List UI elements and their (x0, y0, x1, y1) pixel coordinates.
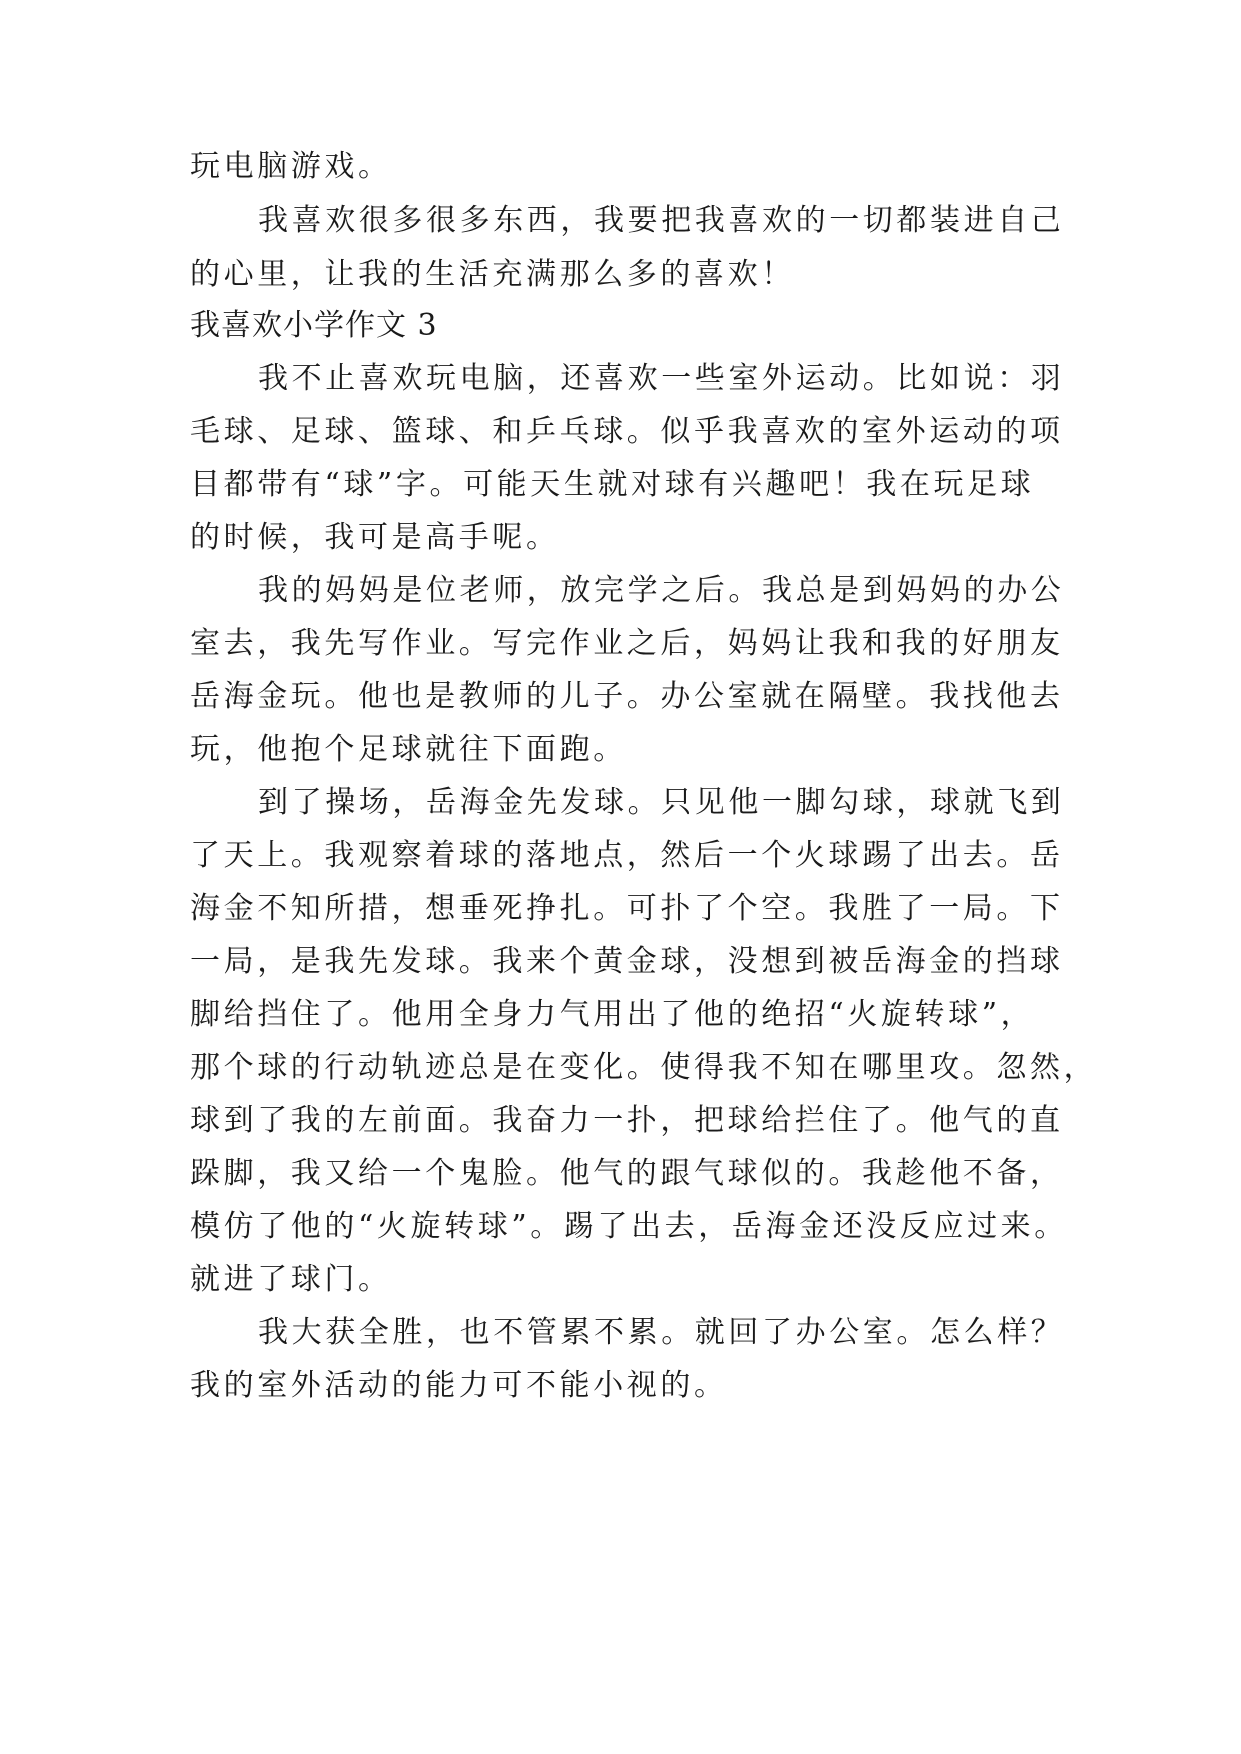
text-line: 室去，我先写作业。写完作业之后，妈妈让我和我的好朋友 (190, 626, 1064, 661)
text-line: 那个球的行动轨迹总是在变化。使得我不知在哪里攻。忽然， (190, 1050, 1098, 1085)
text-line: 玩，他抱个足球就往下面跑。 (190, 732, 627, 767)
paragraph-first-line: 到了操场，岳海金先发球。只见他一脚勾球，球就飞到 (258, 785, 1065, 820)
text-line: 了天上。我观察着球的落地点，然后一个火球踢了出去。岳 (190, 838, 1064, 873)
text-line: 就进了球门。 (190, 1262, 392, 1297)
text-line: 毛球、足球、篮球、和乒乓球。似乎我喜欢的室外运动的项 (190, 414, 1064, 449)
text-line: 跺脚，我又给一个鬼脸。他气的跟气球似的。我趁他不备， (190, 1156, 1064, 1191)
paragraph-first-line: 我大获全胜，也不管累不累。就回了办公室。怎么样？ (258, 1315, 1065, 1350)
text-line: 岳海金玩。他也是教师的儿子。办公室就在隔壁。我找他去 (190, 679, 1064, 714)
text-line: 目都带有“球”字。可能天生就对球有兴趣吧！我在玩足球 (190, 467, 1035, 502)
text-line: 玩电脑游戏。 (190, 149, 392, 184)
paragraph-first-line: 我喜欢很多很多东西，我要把我喜欢的一切都装进自己 (258, 203, 1065, 238)
text-line: 模仿了他的“火旋转球”。踢了出去，岳海金还没反应过来。 (190, 1209, 1068, 1244)
text-line: 球到了我的左前面。我奋力一扑，把球给拦住了。他气的直 (190, 1103, 1064, 1138)
section-heading: 我喜欢小学作文 3 (190, 308, 438, 343)
text-line: 脚给挡住了。他用全身力气用出了他的绝招“火旋转球”， (190, 997, 1035, 1032)
paragraph-first-line: 我的妈妈是位老师，放完学之后。我总是到妈妈的办公 (258, 573, 1065, 608)
paragraph-first-line: 我不止喜欢玩电脑，还喜欢一些室外运动。比如说：羽 (258, 361, 1065, 396)
text-line: 我的室外活动的能力可不能小视的。 (190, 1368, 728, 1403)
text-line: 的心里，让我的生活充满那么多的喜欢！ (190, 257, 795, 292)
text-line: 一局，是我先发球。我来个黄金球，没想到被岳海金的挡球 (190, 944, 1064, 979)
text-line: 的时候，我可是高手呢。 (190, 520, 560, 555)
text-line: 海金不知所措，想垂死挣扎。可扑了个空。我胜了一局。下 (190, 891, 1064, 926)
